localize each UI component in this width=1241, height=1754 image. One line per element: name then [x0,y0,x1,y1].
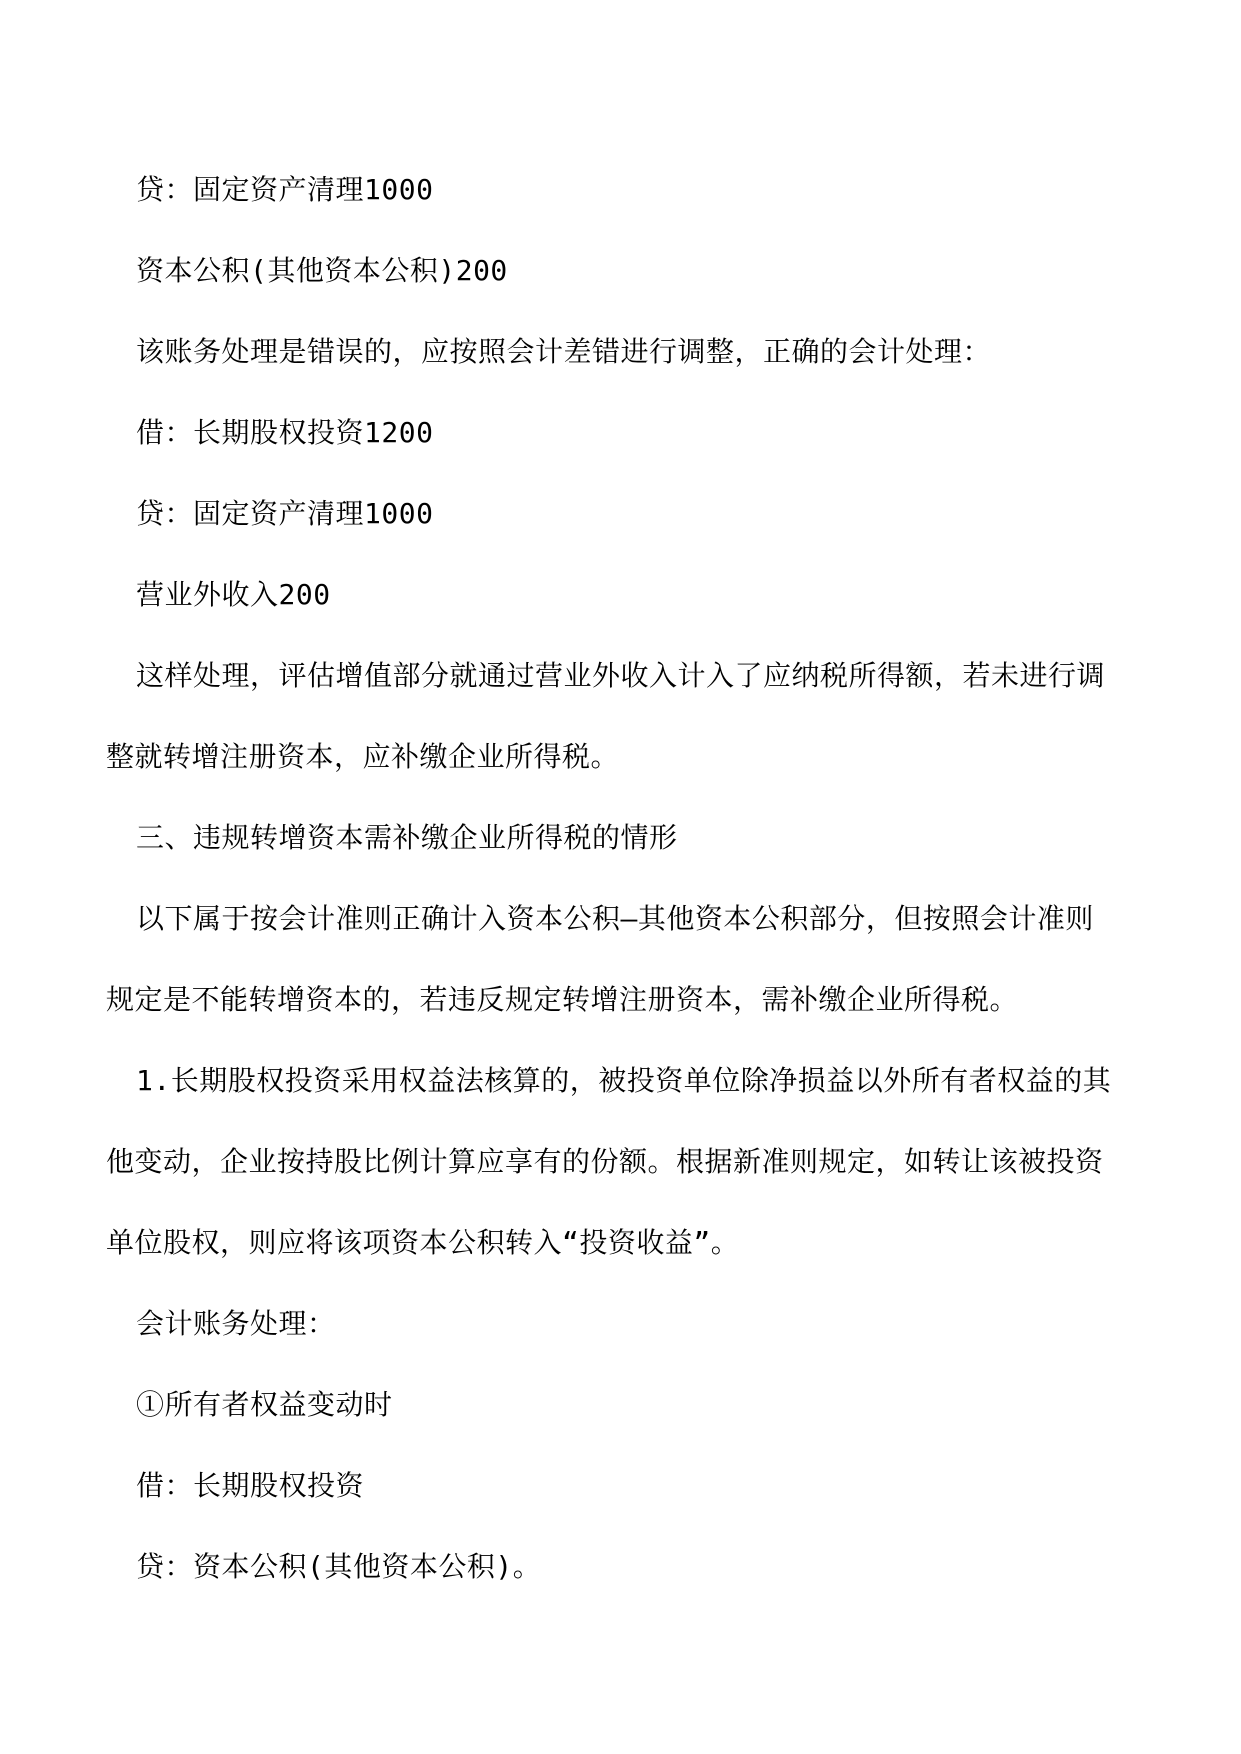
text-line-paragraph-1a: 这样处理，评估增值部分就通过营业外收入计入了应纳税所得额，若未进行调 [136,659,1106,692]
text-line-debit-equity-investment-2: 借：长期股权投资 [136,1469,365,1502]
text-line-credit-capital-reserve: 贷：资本公积(其他资本公积)。 [136,1550,542,1583]
text-line-error-statement: 该账务处理是错误的，应按照会计差错进行调整，正确的会计处理： [136,335,992,368]
text-line-credit-fixed-asset: 贷：固定资产清理1000 [136,173,434,206]
text-line-nonoperating-income: 营业外收入200 [136,578,331,611]
text-line-equity-change: ①所有者权益变动时 [136,1388,393,1421]
section-heading-3: 三、违规转增资本需补缴企业所得税的情形 [136,821,678,854]
text-line-paragraph-1b: 整就转增注册资本，应补缴企业所得税。 [106,740,620,773]
text-line-debit-equity-investment: 借：长期股权投资1200 [136,416,434,449]
text-line-paragraph-2b: 规定是不能转增资本的，若违反规定转增注册资本，需补缴企业所得税。 [106,983,1019,1016]
text-line-paragraph-2a: 以下属于按会计准则正确计入资本公积—其他资本公积部分，但按照会计准则 [136,902,1094,935]
text-line-paragraph-3b: 他变动，企业按持股比例计算应享有的份额。根据新准则规定，如转让该被投资 [106,1145,1104,1178]
text-line-paragraph-3c: 单位股权，则应将该项资本公积转入“投资收益”。 [106,1226,740,1259]
text-line-capital-reserve: 资本公积(其他资本公积)200 [136,254,508,287]
text-line-accounting-treatment: 会计账务处理： [136,1307,336,1340]
text-line-paragraph-3a: 1.长期股权投资采用权益法核算的，被投资单位除净损益以外所有者权益的其 [136,1064,1112,1097]
text-line-credit-fixed-asset-2: 贷：固定资产清理1000 [136,497,434,530]
